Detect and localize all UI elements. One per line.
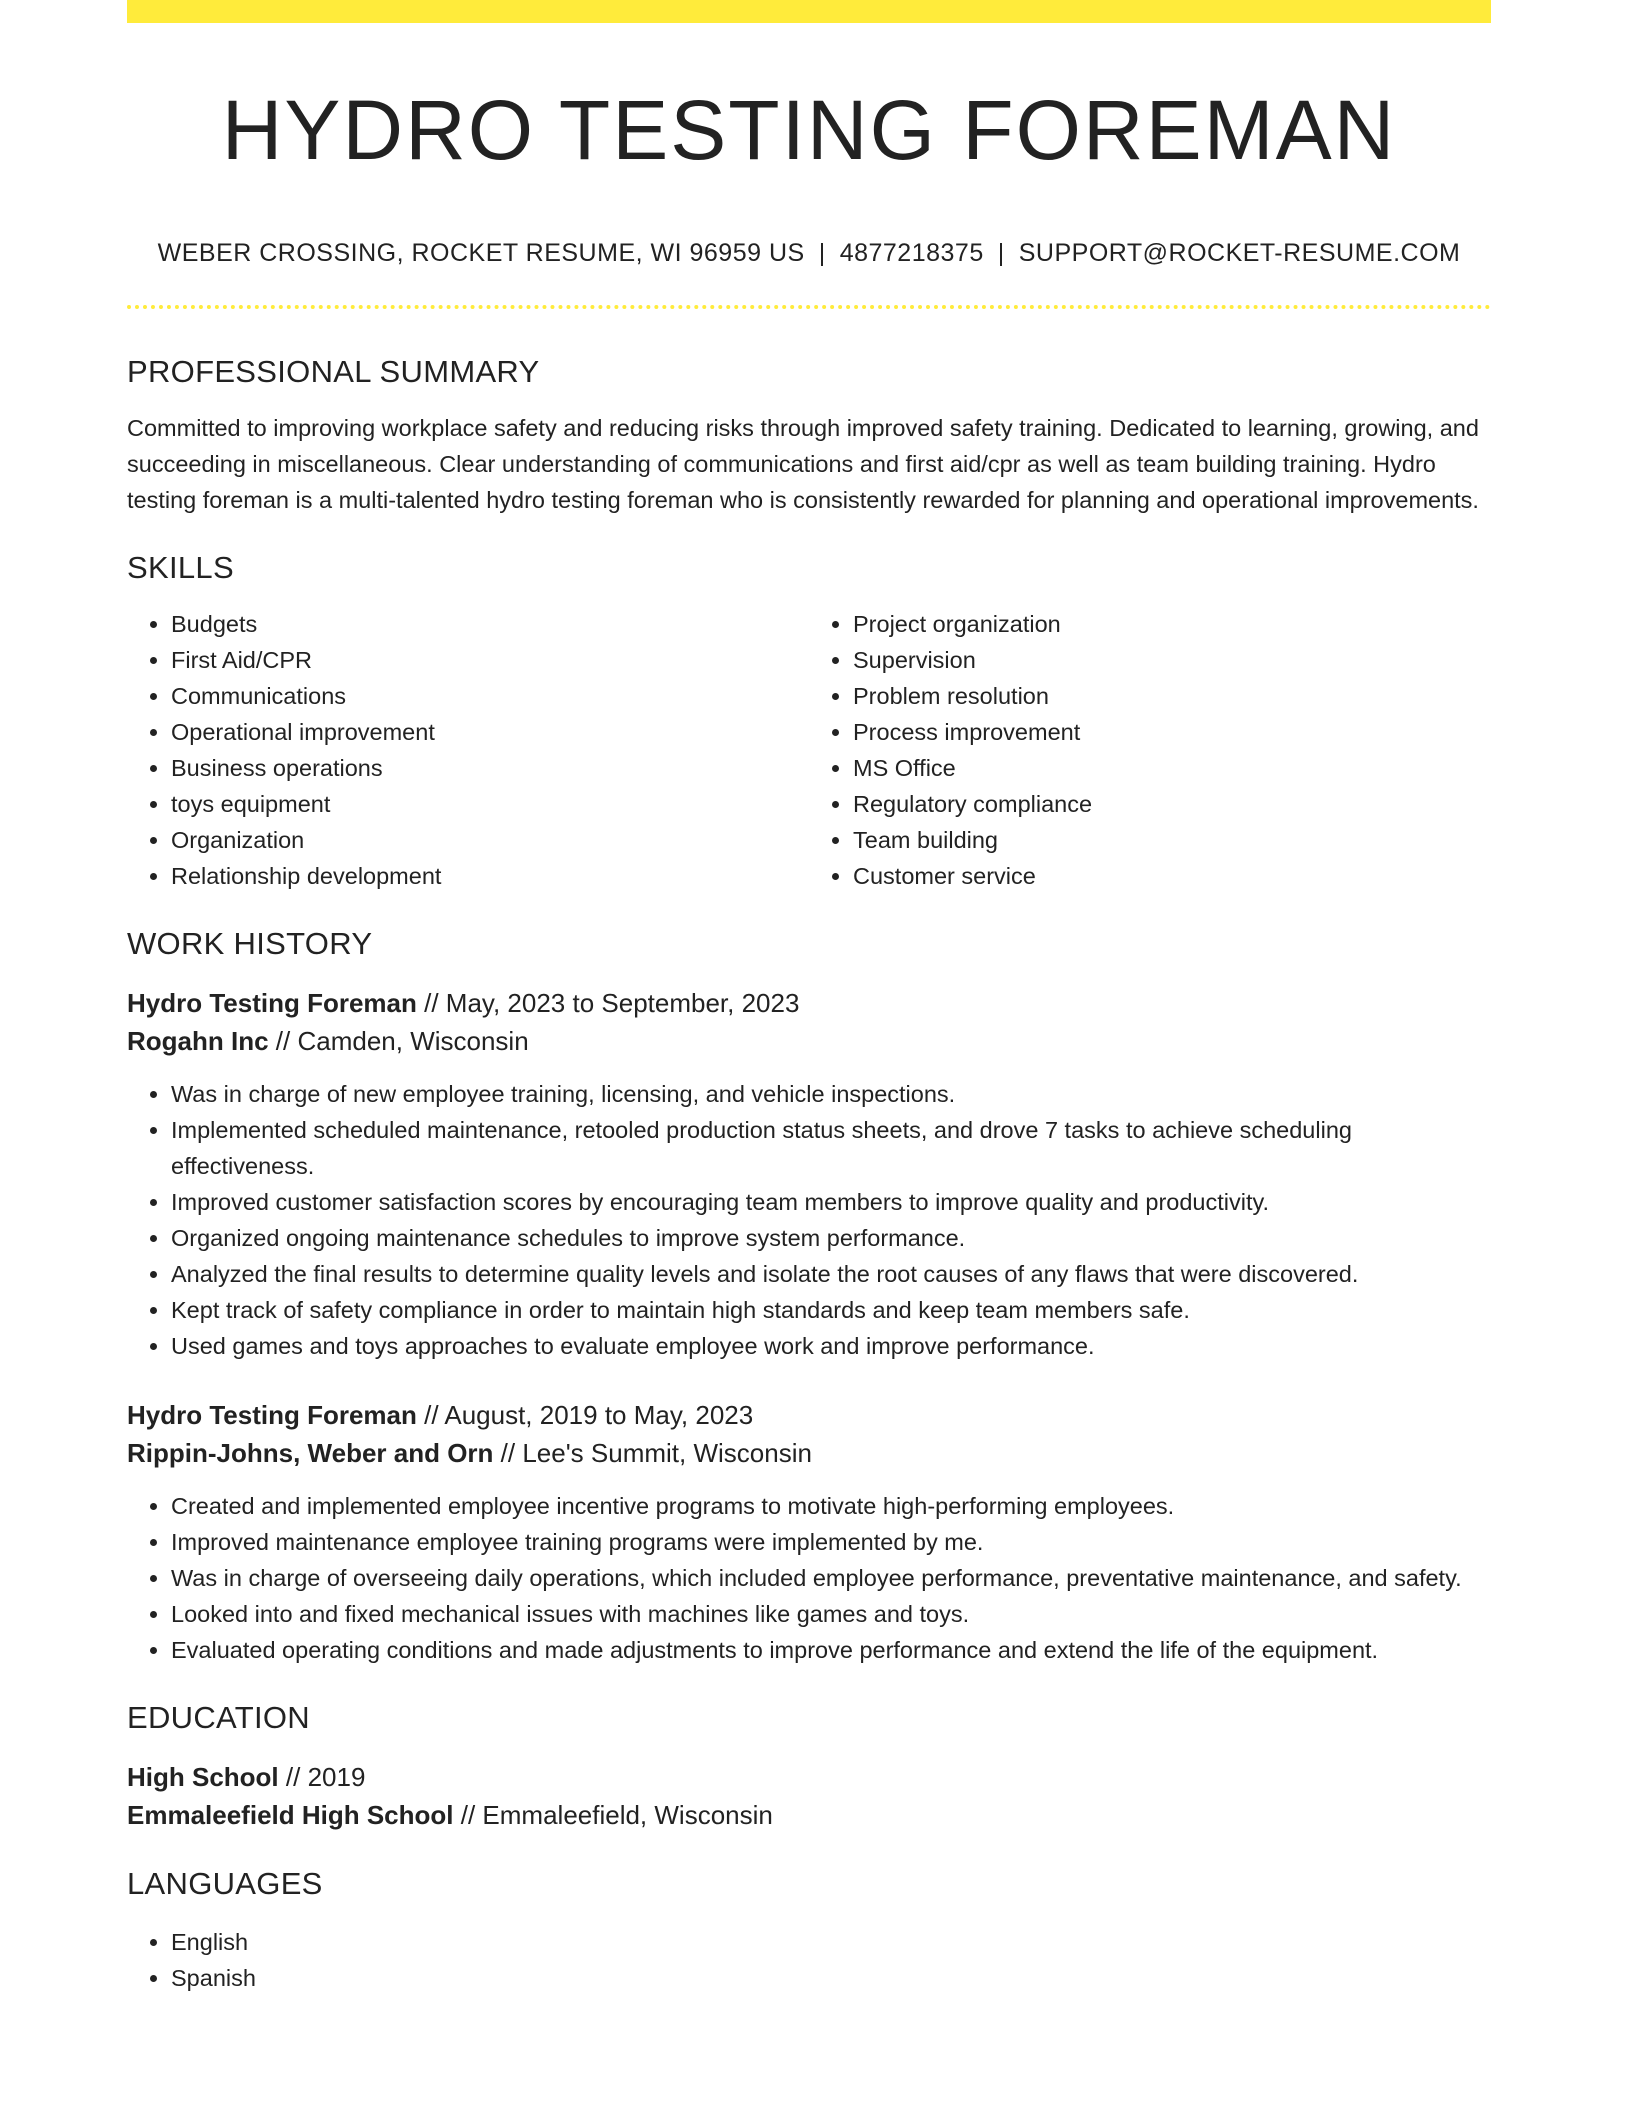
skills-list-right: [809, 606, 1491, 894]
skill-item: • Regulatory compliance: [853, 786, 1491, 822]
skill-item: • Team building: [853, 822, 1491, 858]
skill-item: • Supervision: [853, 642, 1491, 678]
skill-item: • Organization: [171, 822, 809, 858]
job-company: Rippin-Johns, Weber and Orn: [127, 1438, 494, 1468]
job-company-line: [127, 1434, 1491, 1472]
contact-separator: |: [997, 239, 1005, 267]
job-company: Rogahn Inc: [127, 1026, 269, 1056]
resume-body: [127, 352, 1491, 1996]
summary-text: Committed to improving workplace safety and reducing risks through improved safety training. Dedicated to learning, growing, and succeeding in miscellaneous. Clear understanding of communications and first aid/cpr as well as team building training. Hydro testing foreman is a multi-talented hydro testing foreman who is consistently rewarded for planning and operational improvements.: [127, 415, 1479, 513]
languages-section: [127, 1864, 1491, 1996]
languages-list: [127, 1924, 1491, 1996]
job-role: Hydro Testing Foreman: [127, 1400, 417, 1430]
job-bullet: • Implemented scheduled maintenance, retooled production status sheets, and drove 7 tasks to achieve scheduling effectiveness.: [171, 1112, 1491, 1184]
education-degree-line: [127, 1758, 1491, 1796]
job-location: // Lee's Summit, Wisconsin: [500, 1438, 812, 1468]
skill-item: • Operational improvement: [171, 714, 809, 750]
education-degree: High School: [127, 1762, 279, 1792]
job-bullet: • Organized ongoing maintenance schedules to improve system performance.: [171, 1220, 1491, 1256]
skill-item: • Problem resolution: [853, 678, 1491, 714]
skill-item: • Customer service: [853, 858, 1491, 894]
skill-item: • MS Office: [853, 750, 1491, 786]
job-title-line: [127, 1396, 1491, 1434]
job-bullets: [127, 1488, 1491, 1668]
education-school: Emmaleefield High School: [127, 1800, 454, 1830]
job-dates: // August, 2019 to May, 2023: [424, 1400, 754, 1430]
education-year: // 2019: [285, 1762, 366, 1792]
skills-heading: SKILLS: [127, 550, 234, 585]
skill-item: • Relationship development: [171, 858, 809, 894]
job-title-line: [127, 984, 1491, 1022]
job-bullets: [127, 1076, 1491, 1364]
skill-item: • Communications: [171, 678, 809, 714]
job-entry: [127, 984, 1491, 1364]
language-item: • English: [171, 1924, 1491, 1960]
contact-line: [127, 237, 1491, 269]
job-company-line: [127, 1022, 1491, 1060]
education-heading: EDUCATION: [127, 1700, 310, 1735]
contact-separator: |: [818, 239, 826, 267]
summary-section: [127, 352, 1491, 518]
languages-heading: LANGUAGES: [127, 1866, 323, 1901]
education-school-line: [127, 1796, 1491, 1834]
education-section: [127, 1698, 1491, 1834]
job-bullet: • Improved maintenance employee training programs were implemented by me.: [171, 1524, 1491, 1560]
skills-list-left: [127, 606, 809, 894]
skill-item: • toys equipment: [171, 786, 809, 822]
job-bullet: • Evaluated operating conditions and made adjustments to improve performance and extend the life of the equipment.: [171, 1632, 1491, 1668]
job-bullet: • Was in charge of new employee training, licensing, and vehicle inspections.: [171, 1076, 1491, 1112]
education-location: // Emmaleefield, Wisconsin: [460, 1800, 773, 1830]
candidate-name: HYDRO TESTING FOREMAN: [221, 83, 1397, 177]
work-history-heading: WORK HISTORY: [127, 926, 373, 961]
dotted-divider: [127, 305, 1491, 309]
skill-item: • Business operations: [171, 750, 809, 786]
skill-item: • Budgets: [171, 606, 809, 642]
job-bullet: • Used games and toys approaches to evaluate employee work and improve performance.: [171, 1328, 1491, 1364]
skill-item: • Project organization: [853, 606, 1491, 642]
skills-section: [127, 548, 1491, 894]
contact-address: WEBER CROSSING, ROCKET RESUME, WI 96959 US: [157, 239, 805, 267]
contact-email: SUPPORT@ROCKET-RESUME.COM: [1018, 239, 1461, 267]
job-bullet: • Was in charge of overseeing daily operations, which included employee performance, preventative maintenance, and safety.: [171, 1560, 1491, 1596]
summary-heading: PROFESSIONAL SUMMARY: [127, 354, 540, 389]
language-item: • Spanish: [171, 1960, 1491, 1996]
work-history-section: [127, 924, 1491, 1668]
job-entry: [127, 1396, 1491, 1668]
job-location: // Camden, Wisconsin: [275, 1026, 529, 1056]
job-dates: // May, 2023 to September, 2023: [424, 988, 800, 1018]
skill-item: • First Aid/CPR: [171, 642, 809, 678]
contact-phone: 4877218375: [839, 239, 984, 267]
job-bullet: • Analyzed the final results to determine quality levels and isolate the root causes of any flaws that were discovered.: [171, 1256, 1491, 1292]
job-bullet: • Improved customer satisfaction scores by encouraging team members to improve quality and productivity.: [171, 1184, 1491, 1220]
job-bullet: • Kept track of safety compliance in order to maintain high standards and keep team members safe.: [171, 1292, 1491, 1328]
skills-columns: [127, 606, 1491, 894]
job-role: Hydro Testing Foreman: [127, 988, 417, 1018]
job-bullet: • Created and implemented employee incentive programs to motivate high-performing employees.: [171, 1488, 1491, 1524]
job-bullet: • Looked into and fixed mechanical issues with machines like games and toys.: [171, 1596, 1491, 1632]
skill-item: • Process improvement: [853, 714, 1491, 750]
accent-top-bar: [127, 0, 1491, 23]
